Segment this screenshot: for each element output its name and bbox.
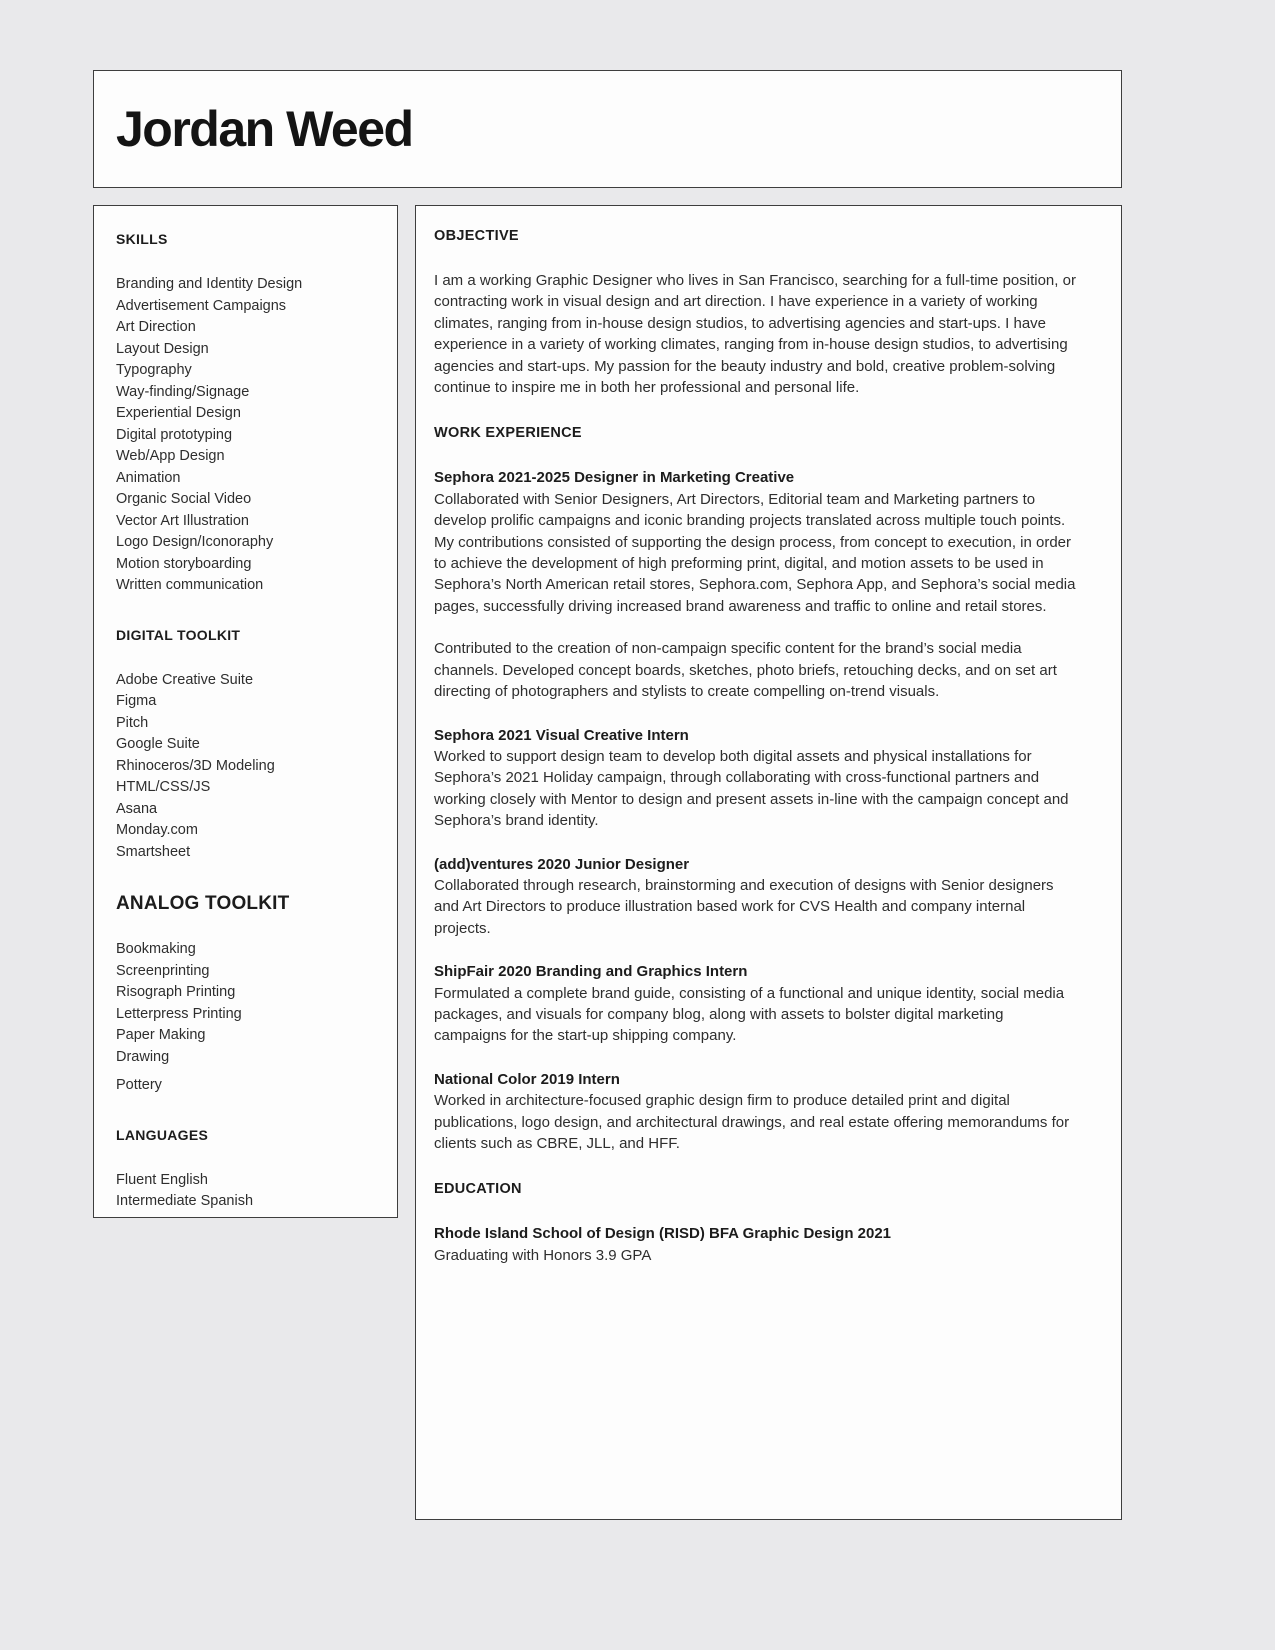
list-item: Organic Social Video [116,491,252,507]
list-item: Experiential Design [116,405,241,421]
list-item: Layout Design [116,340,209,357]
job-paragraph: Collaborated with Senior Designers, Art Directors, Editorial team and Marketing partners to develop prolific campaigns and iconic branding projects translated across multiple touch points. My contributions consisted of supporting the design process, from concept to execution, in order to achieve the development of high preforming print, digital, and motion assets to be used in Sephora’s North American retail stores, Sephora.com, Sephora App, and Sephora’s social media pages, successfully driving increased brand awareness and traffic to online and retail stores. [434,490,1076,615]
list-item: Way-finding/Signage [116,383,250,400]
list-item: Intermediate Spanish [116,1193,254,1209]
list-item: Advertisement Campaigns [116,297,287,314]
list-item: Adobe Creative Suite [116,671,254,688]
languages-section [116,1127,379,1213]
job-entry [434,854,1079,940]
header [93,70,1122,188]
list-item: Logo Design/Iconoraphy [116,534,274,550]
list-item: Branding and Identity Design [116,276,303,292]
job-title: National Color 2019 Intern [434,1070,620,1088]
objective-section [434,228,1079,398]
job-title: ShipFair 2020 Branding and Graphics Intern [434,963,748,981]
list-item: Figma [116,693,157,709]
job-entry [434,725,1079,832]
education-detail: Graduating with Honors 3.9 GPA [434,1246,652,1264]
job-paragraph: Worked to support design team to develop both digital assets and physical installations for Sephora’s 2021 Holiday campaign, through collaborating with cross-functional partners and working closely with Mentor to design and present assets in-line with the campaign concept and Sephora’s brand identity. [434,747,1069,830]
main-content [415,205,1122,1520]
list-item: Web/App Design [116,448,225,464]
list-item: Fluent English [116,1171,208,1188]
list-item: Motion storyboarding [116,555,252,572]
list-item: Risograph Printing [116,984,236,1000]
list-item: Typography [116,362,192,378]
list-item: Rhinoceros/3D Modeling [116,757,275,774]
list-item: Vector Art Illustration [116,512,249,529]
education-heading: EDUCATION [434,1181,522,1198]
work-experience-section [434,425,1079,1154]
list-item: Screenprinting [116,962,210,979]
list-item: Pitch [116,714,149,731]
list-item: HTML/CSS/JS [116,779,211,795]
job-entry [434,1069,1079,1155]
job-paragraph: Contributed to the creation of non-campaign specific content for the brand’s social media channels. Developed concept boards, sketches, photo briefs, retouching decks, and on set art directing of photographers and stylists to create compelling on-trend visuals. [434,640,1057,701]
list-item: Pottery [116,1077,162,1093]
list-item: Asana [116,800,158,817]
list-item: Bookmaking [116,941,196,957]
page-title: Jordan Weed [116,101,413,157]
analog-toolkit-list [116,939,379,1097]
objective-heading: OBJECTIVE [434,228,519,244]
job-entry [434,467,1079,702]
list-item: Smartsheet [116,843,191,860]
job-paragraph: Worked in architecture-focused graphic design firm to produce detailed print and digital publications, logo design, and architectural drawings, and real estate offering memorandums for clients such as CBRE, JLL, and HFF. [434,1092,1070,1152]
job-title: Sephora 2021-2025 Designer in Marketing Creative [434,469,795,487]
job-paragraph: Collaborated through research, brainstorming and execution of designs with Senior designers and Art Directors to produce illustration based work for CVS Health and company internal projects. [434,876,1054,937]
job-title: (add)ventures 2020 Junior Designer [434,855,690,873]
list-item: Monday.com [116,822,198,838]
list-item: Drawing [116,1048,170,1065]
list-item: Digital prototyping [116,426,233,443]
list-item: Written communication [116,577,264,593]
skills-section [116,231,379,597]
languages-list [116,1170,379,1213]
skills-list [116,274,379,597]
digital-toolkit-heading: DIGITAL TOOLKIT [116,626,241,643]
sidebar [93,205,398,1218]
job-title: Sephora 2021 Visual Creative Intern [434,726,689,744]
job-paragraph: Formulated a complete brand guide, consisting of a functional and unique identity, social media packages, and visuals for company blog, along with assets to bolster digital marketing campaigns for the start-up shipping company. [434,984,1065,1045]
list-item: Paper Making [116,1027,206,1043]
list-item: Art Direction [116,319,196,335]
digital-toolkit-list [116,670,379,864]
analog-toolkit-heading: ANALOG TOOLKIT [116,893,290,914]
work-experience-heading: WORK EXPERIENCE [434,425,582,442]
digital-toolkit-section [116,627,379,864]
skills-heading: SKILLS [116,231,168,247]
languages-heading: LANGUAGES [116,1126,209,1143]
analog-toolkit-section [116,893,379,1097]
list-item: Animation [116,469,181,486]
objective-body: I am a working Graphic Designer who lives in San Francisco, searching for a full-time position, or contracting work in visual design and art direction. I have experience in a variety of working climates, ranging from in-house design studios, to advertising agencies and start-ups. I have experience in a variety of working climates, ranging from in-house design studios, to advertising agencies and start-ups. My passion for the beauty industry and bold, creative problem-solving continue to inspire me in both her professional and personal life. [434,272,1076,397]
list-item: Letterpress Printing [116,1005,242,1022]
education-section [434,1181,1079,1266]
education-school: Rhode Island School of Design (RISD) BFA Graphic Design 2021 [434,1225,892,1243]
list-item: Google Suite [116,736,200,752]
job-entry [434,961,1079,1047]
